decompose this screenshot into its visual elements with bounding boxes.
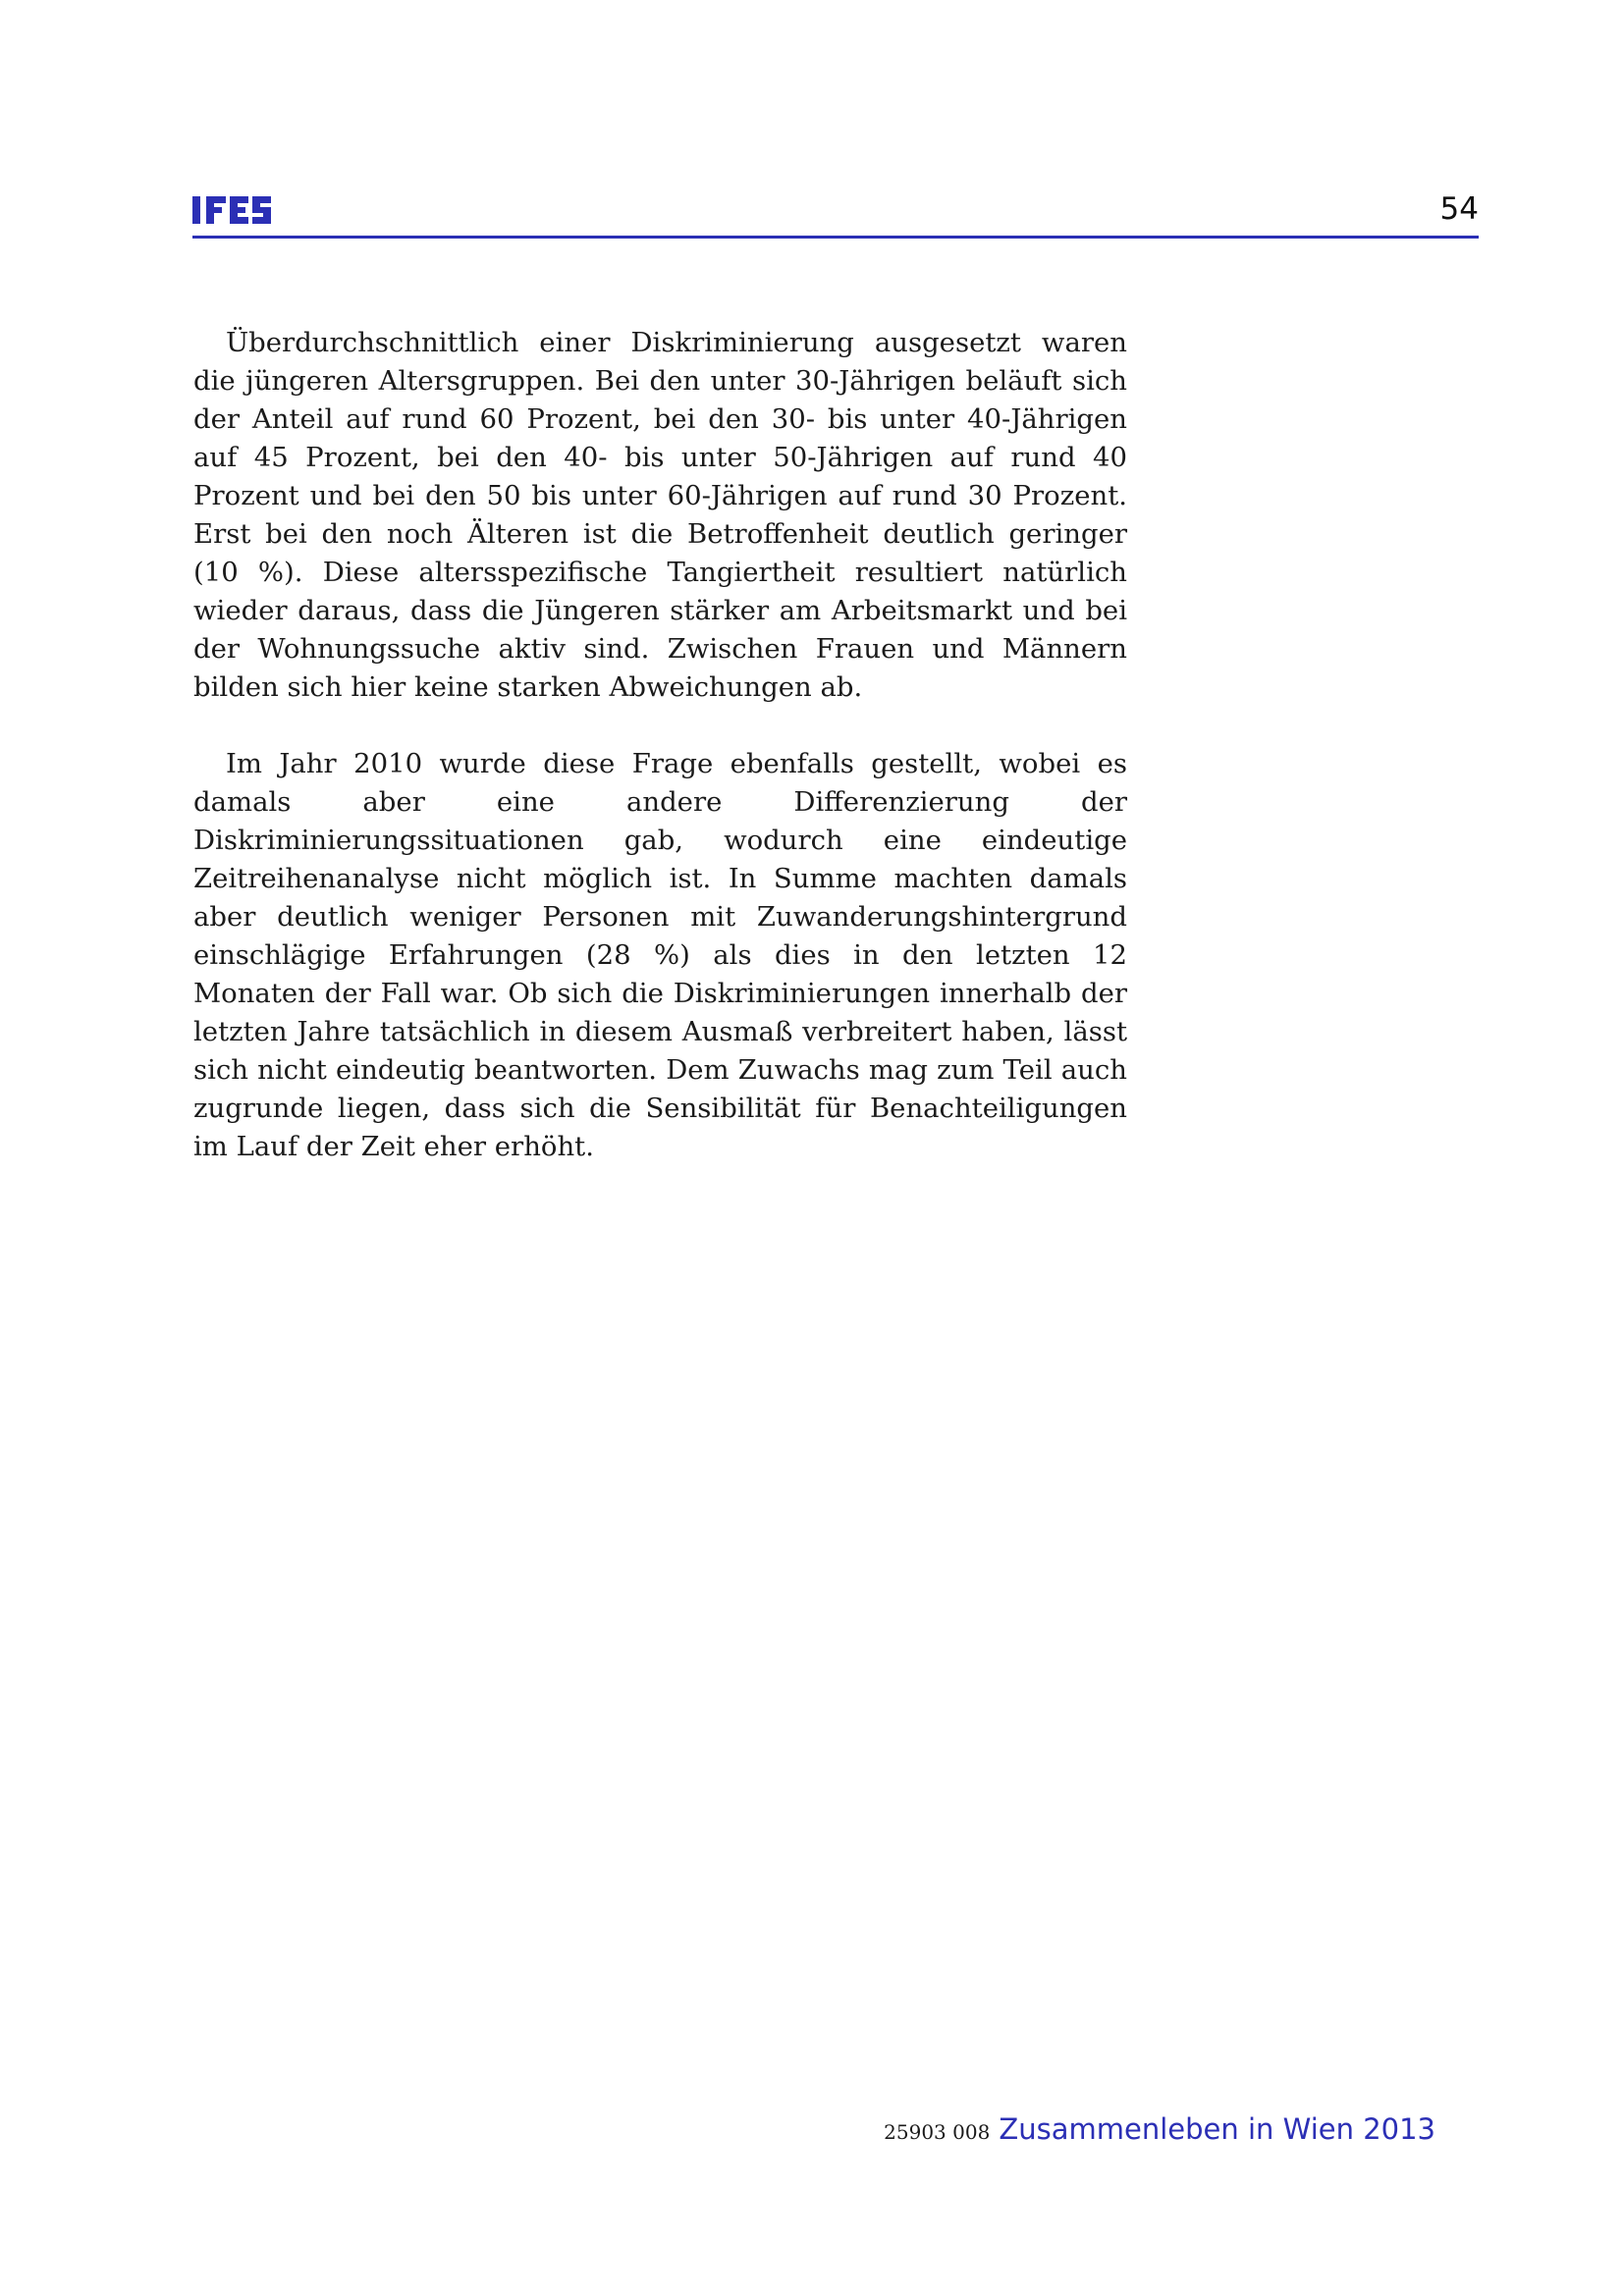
footer-project-code: 25903 008 <box>884 2120 991 2144</box>
page-header <box>192 192 1479 239</box>
footer-report-title: Zusammenleben in Wien 2013 <box>999 2112 1435 2146</box>
paragraph: Im Jahr 2010 wurde diese Frage ebenfalls gestellt, wobei es damals aber eine andere Differenzierung der Diskriminierungssituationen gab, wodurch eine eindeutige Zeitreihenanalyse nicht möglich ist. In Summe machten damals aber deutlich weniger Personen mit Zuwanderungshintergrund einschlägige Erfahrungen (28 %) als dies in den letzten 12 Monaten der Fall war. Ob sich die Diskriminierungen innerhalb der letzten Jahre tatsächlich in diesem Ausmaß verbreitert haben, lässt sich nicht eindeutig beantworten. Dem Zuwachs mag zum Teil auch zugrunde liegen, dass sich die Sensibilität für Benachteiligungen im Lauf der Zeit eher erhöht. <box>193 748 1127 1162</box>
ifes-logo <box>192 194 271 226</box>
paragraph: Überdurchschnittlich einer Diskriminierung ausgesetzt waren die jüngeren Altersgruppen. Bei den unter 30-Jährigen beläuft sich der Anteil auf rund 60 Prozent, bei den 30- bis unter 40-Jährigen auf 45 Prozent, bei den 40- bis unter 50-Jährigen auf rund 40 Prozent und bei den 50 bis unter 60-Jährigen auf rund 30 Prozent. Erst bei den noch Älteren ist die Betroffenheit deutlich geringer (10 %). Diese altersspezifische Tangiertheit resultiert natürlich wieder daraus, dass die Jüngeren stärker am Arbeitsmarkt und bei der Wohnungssuche aktiv sind. Zwischen Frauen und Männern bilden sich hier keine starken Abweichungen ab. <box>193 327 1127 703</box>
page-footer <box>0 2112 1435 2146</box>
body-text <box>193 324 1127 1166</box>
page-number: 54 <box>1439 191 1479 227</box>
